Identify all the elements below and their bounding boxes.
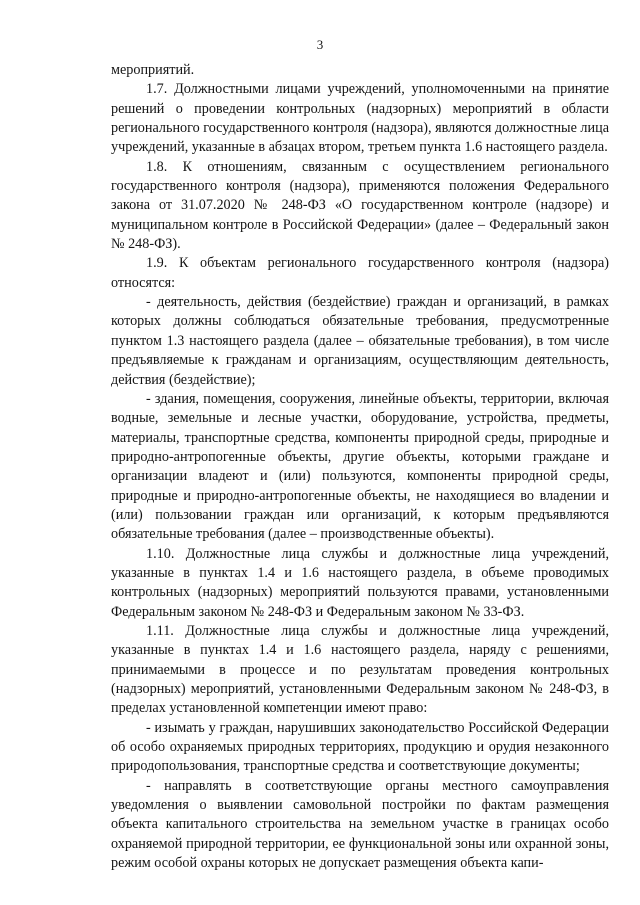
list-item-activities: - деятельность, действия (бездействие) граждан и организаций, в рамках которых должны соблюдаться обязательные требования, предусмотренные пунктом 1.3 настоящего раздела (далее – обязательные требования), в том числе предъявляемые к гражданам и организациям, осуществляющим деятельность, действия (бездействие); (111, 294, 609, 388)
paragraph-1-9: 1.9. К объектам регионального государственного контроля (надзора) относятся: (111, 255, 609, 291)
paragraph-continuation: мероприятий. (111, 62, 195, 78)
paragraph-1-8: 1.8. К отношениям, связанным с осуществлением регионального государственного контроля (надзора), применяются положения Федерального закона от 31.07.2020 № 248-ФЗ «О государственном контроле (надзоре) и муниципальном контроле в Российской Федерации» (далее – Федеральный закон № 248-ФЗ). (111, 158, 609, 253)
paragraph-1-7: 1.7. Должностными лицами учреждений, уполномоченными на принятие решений о проведении контрольных (надзорных) мероприятий в области регионального государственного контроля (надзора), являются должностные лица учреждений, указанные в абзацах втором, третьем пункта 1.6 настоящего раздела. (111, 81, 609, 156)
page-number: 3 (316, 37, 324, 52)
list-item-notify: - направлять в соответствующие органы местного самоуправления уведомления о выявлении самовольной постройки по фактам размещения объекта капитального строительства на земельном участке в границах особо охраняемой природной территории, ее функциональной зоны или охранной зоны, режим особой охраны которых не допускает размещения объекта капи- (111, 777, 609, 872)
paragraph-1-11: 1.11. Должностные лица службы и должностные лица учреждений, указанные в пунктах 1.4 и 1.6 настоящего раздела, наряду с решениями, принимаемыми в процессе и по результатам проведения контрольных (надзорных) мероприятий, установленными Федеральным законом № 248-ФЗ, в пределах установленной компетенции имеют право: (111, 622, 609, 717)
list-item-production-objects: - здания, помещения, сооружения, линейные объекты, территории, включая водные, земельные и лесные участки, оборудование, устройства, предметы, материалы, транспортные средства, компоненты природной среды, природные и природно-антропогенные объекты, другие объекты, которыми граждане и организации владеют и (или) пользуются, компоненты природной среды, природные и природно-антропогенные объекты, не находящиеся во владении и (или) пользовании граждан или организаций, к которым предъявляются обязательные требования (далее – производственные объекты). (111, 390, 609, 543)
paragraph-1-10: 1.10. Должностные лица службы и должностные лица учреждений, указанные в пунктах 1.4 и 1.6 настоящего раздела, в объеме проводимых контрольных (надзорных) мероприятий пользуются правами, установленными Федеральным законом № 248-ФЗ и Федеральным законом № 33-ФЗ. (111, 545, 609, 620)
list-item-seize: - изымать у граждан, нарушивших законодательство Российской Федерации об особо охраняемых природных территориях, продукцию и орудия незаконного природопользования, транспортные средства и соответствующие документы; (111, 719, 609, 775)
document-body (111, 61, 609, 873)
